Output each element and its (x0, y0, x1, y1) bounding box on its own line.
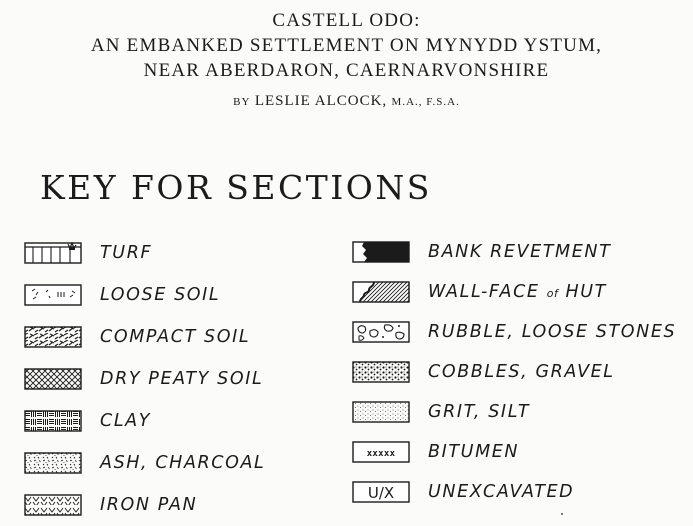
grit-silt-symbol (352, 401, 410, 423)
key-label-iron-pan: IRON PAN (100, 495, 198, 515)
wall-face-hut-symbol (352, 281, 410, 303)
key-label-bitumen: BITUMEN (428, 442, 520, 462)
key-item (24, 232, 265, 274)
byline (0, 93, 693, 110)
key-label-rubble: RUBBLE, LOOSE STONES (428, 322, 677, 342)
byline-by: BY (233, 96, 251, 108)
key-item (352, 352, 676, 392)
title-line-3: NEAR ABERDARON, CAERNARVONSHIRE (143, 60, 550, 81)
key-label-ash-charcoal: ASH, CHARCOAL (100, 453, 266, 473)
key-label-cobbles-gravel: COBBLES, GRAVEL (428, 362, 615, 382)
loose-soil-symbol (24, 284, 82, 306)
compact-soil-symbol (24, 326, 82, 348)
key-item (24, 400, 265, 442)
cobbles-gravel-symbol (352, 361, 410, 383)
key-item (352, 432, 676, 472)
key-item (24, 274, 265, 316)
iron-pan-symbol (24, 494, 82, 516)
ash-charcoal-symbol (24, 452, 82, 474)
key-item (24, 358, 265, 400)
byline-degrees: M.A., F.S.A. (391, 96, 460, 108)
key-item (24, 484, 265, 526)
key-item (24, 442, 265, 484)
clay-symbol (24, 410, 82, 432)
key-item (24, 316, 265, 358)
print-speck (561, 513, 563, 515)
key-item (352, 272, 676, 312)
byline-author: LESLIE ALCOCK, (254, 93, 388, 109)
key-left-column (24, 232, 265, 526)
unexcavated-symbol (352, 481, 410, 503)
svg-text:U/X: U/X (367, 484, 395, 502)
key-item (352, 232, 676, 272)
key-label-wall-face-hut: WALL-FACE of HUT (428, 282, 607, 302)
dry-peaty-soil-symbol (24, 368, 82, 390)
key-label-clay: CLAY (100, 411, 152, 431)
key-item (352, 312, 676, 352)
title-line-2: AN EMBANKED SETTLEMENT ON MYNYDD YSTUM, (90, 35, 603, 56)
bank-revetment-symbol (352, 241, 410, 263)
key-label-loose-soil: LOOSE SOIL (100, 285, 221, 305)
turf-symbol (24, 242, 82, 264)
svg-text:xxxxx: xxxxx (366, 449, 396, 459)
key-right-column (352, 232, 676, 512)
key-label-dry-peaty-soil: DRY PEATY SOIL (100, 369, 264, 389)
key-label-bank-revetment: BANK REVETMENT (428, 242, 612, 262)
key-item (352, 472, 676, 512)
key-label-grit-silt: GRIT, SILT (428, 402, 531, 422)
key-title: KEY FOR SECTIONS (40, 168, 432, 207)
key-item (352, 392, 676, 432)
bitumen-symbol (352, 441, 410, 463)
key-label-turf: TURF (100, 243, 153, 263)
key-label-compact-soil: COMPACT SOIL (100, 327, 251, 347)
key-label-unexcavated: UNEXCAVATED (428, 482, 575, 502)
article-header (0, 8, 693, 110)
title-line-1: CASTELL ODO: (272, 10, 421, 31)
rubble-symbol (352, 321, 410, 343)
